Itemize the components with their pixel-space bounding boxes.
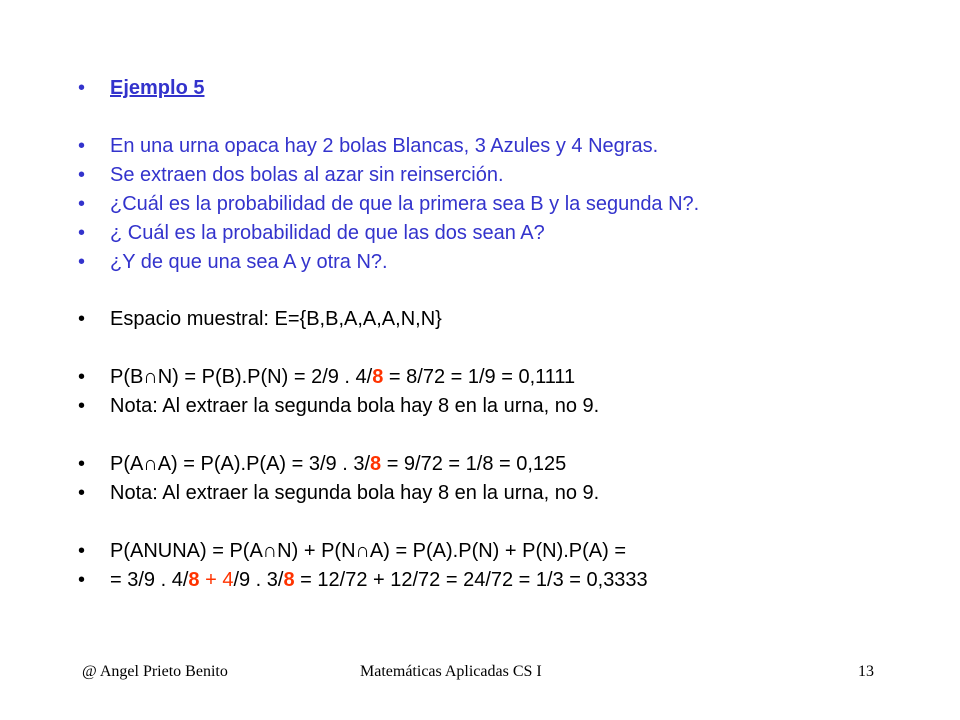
highlight-plus: + xyxy=(199,569,223,591)
bullet: • xyxy=(78,135,86,157)
calc-part: P(A∩A) = P(A).P(A) = 3/9 . 3/ xyxy=(110,453,371,475)
calc-text: P(ANUNA) = P(A∩N) + P(N∩A) = P(A).P(N) + P(N).P(A) = xyxy=(110,540,627,562)
footer-course: Matemáticas Aplicadas CS I xyxy=(360,663,542,680)
calc-text xyxy=(110,452,566,476)
highlight-denominator: 8 xyxy=(283,569,295,591)
bullet: • xyxy=(78,482,86,504)
calc-part: = 9/72 = 1/8 = 0,125 xyxy=(381,453,567,475)
highlight-denominator: 8 xyxy=(370,453,382,475)
calc-part: = 8/72 = 1/9 = 0,1111 xyxy=(383,366,576,388)
bullet: • xyxy=(78,193,86,215)
bullet: • xyxy=(78,366,86,388)
calc-part: = 12/72 + 12/72 = 24/72 = 1/3 = 0,3333 xyxy=(294,569,648,591)
problem-text: En una urna opaca hay 2 bolas Blancas, 3 Azules y 4 Negras. xyxy=(110,135,659,157)
bullet: • xyxy=(78,251,86,273)
bullet: • xyxy=(78,308,86,330)
calc-text xyxy=(110,365,575,389)
highlight-denominator: 8 xyxy=(372,366,384,388)
note-text: Nota: Al extraer la segunda bola hay 8 en la urna, no 9. xyxy=(110,482,600,504)
sample-space-text: Espacio muestral: E={B,B,A,A,A,N,N} xyxy=(110,308,442,330)
bullet: • xyxy=(78,77,86,99)
bullet: • xyxy=(78,569,86,591)
slide-title: Ejemplo 5 xyxy=(110,77,205,99)
footer-author: @ Angel Prieto Benito xyxy=(82,663,228,680)
problem-text: ¿ Cuál es la probabilidad de que las dos sean A? xyxy=(110,222,545,244)
calc-part: = 3/9 . 4/ xyxy=(110,569,189,591)
problem-text: ¿Y de que una sea A y otra N?. xyxy=(110,251,388,273)
note-text: Nota: Al extraer la segunda bola hay 8 en la urna, no 9. xyxy=(110,395,600,417)
calc-text xyxy=(110,568,648,592)
bullet: • xyxy=(78,453,86,475)
problem-text: ¿Cuál es la probabilidad de que la primera sea B y la segunda N?. xyxy=(110,193,700,215)
problem-text: Se extraen dos bolas al azar sin reinserción. xyxy=(110,164,504,186)
highlight-denominator: 8 xyxy=(188,569,200,591)
bullet: • xyxy=(78,222,86,244)
bullet: • xyxy=(78,395,86,417)
highlight-numerator: 4 xyxy=(222,569,234,591)
calc-part: /9 . 3/ xyxy=(233,569,284,591)
bullet: • xyxy=(78,164,86,186)
bullet: • xyxy=(78,540,86,562)
calc-part: P(B∩N) = P(B).P(N) = 2/9 . 4/ xyxy=(110,366,373,388)
page-number: 13 xyxy=(858,663,874,680)
